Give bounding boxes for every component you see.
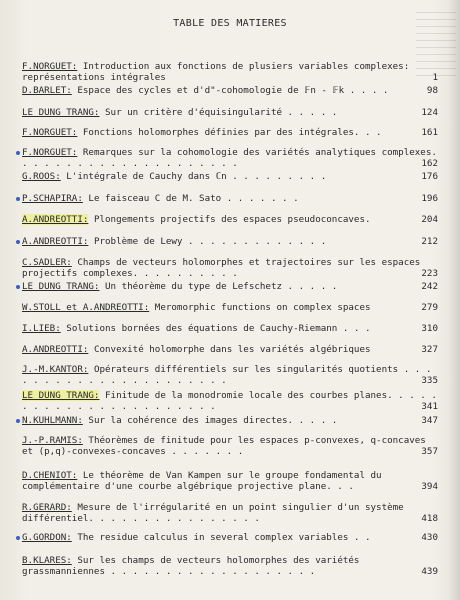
- entry-title: Fonctions holomorphes définies par des intégrales. . .: [82, 127, 382, 138]
- entry-title: Introduction aux fonctions de plusiers variables complexes: représentations intégrales: [22, 61, 410, 83]
- toc-entry: [22, 556, 438, 577]
- entry-title: L'intégrale de Cauchy dans ℂn . . . . . . . . .: [66, 171, 327, 182]
- entry-author: G.GORDON:: [22, 532, 72, 543]
- toc-entry: [22, 391, 438, 412]
- toc-entry: [22, 503, 438, 524]
- entry-page: 176: [421, 171, 438, 182]
- toc-entry: [22, 416, 438, 427]
- toc-entry: [22, 194, 438, 205]
- toc-entry: [22, 282, 438, 293]
- toc-entry: [22, 108, 438, 119]
- margin-mark: [16, 285, 20, 289]
- entry-author: F.NORGUET:: [22, 147, 78, 158]
- entry-page: 310: [421, 323, 438, 334]
- entry-title: Sur un critère d'équisingularité . . . . .: [105, 107, 338, 118]
- entry-author: A.ANDREOTTI:: [22, 344, 89, 355]
- entry-author: A.ANDREOTTI:: [22, 236, 89, 247]
- toc-entry: [22, 148, 438, 169]
- entry-title: Théorèmes de finitude pour les espaces p-convexes, q-concaves et (p,q)-convexes-concaves . . . . . . .: [22, 435, 426, 457]
- entry-title: Espace des cycles et d'd"-cohomologie de 𝔽n - 𝔽k . . . .: [77, 85, 389, 96]
- entry-page: 124: [421, 107, 438, 118]
- entry-author: F.NORGUET:: [22, 61, 78, 72]
- entry-page: 279: [421, 302, 438, 313]
- entry-author: P.SCHAPIRA:: [22, 193, 83, 204]
- entry-title: The residue calculus in several complex variables . .: [77, 532, 371, 543]
- entry-title: Champs de vecteurs holomorphes et trajectoires sur les espaces projectifs complexes. . . . . . . . . .: [22, 257, 421, 279]
- entry-author: B.KLARES:: [22, 555, 72, 566]
- entry-title: Problème de Lewy . . . . . . . . . . . . .: [93, 236, 327, 247]
- entry-title: Opérateurs différentiels sur les singularités quotients . . . . . . . . . . . . . . . . . . . . . .: [22, 364, 432, 386]
- toc-entry: [22, 172, 438, 183]
- toc-entry: [22, 215, 438, 226]
- entry-title: Remarques sur la cohomologie des variétés analytiques complexes. . . . . . . . . . . . . . . . . . . . .: [22, 147, 437, 169]
- entry-page: 347: [421, 415, 438, 426]
- entry-author-highlighted: A.ANDREOTTI:: [22, 214, 89, 225]
- entry-author: W.STOLL et A.ANDREOTTI:: [22, 302, 150, 313]
- toc-entry: [22, 365, 438, 386]
- margin-mark: [16, 419, 20, 423]
- entry-title: Finitude de la monodromie locale des courbes planes. . . . . . . . . . . . . . . . . . . . . . .: [22, 390, 437, 412]
- entry-page: 335: [421, 374, 438, 386]
- toc-entry: [22, 62, 438, 83]
- entry-title: Plongements projectifs des espaces pseudoconcaves.: [93, 214, 371, 225]
- toc-entry: [22, 86, 438, 97]
- entry-title: Le faisceau C de M. Sato . . . . . . .: [88, 193, 299, 204]
- entry-author: J.-P.RAMIS:: [22, 435, 83, 446]
- toc-entry: [22, 533, 438, 544]
- entry-title: Sur la cohérence des images directes. . . . .: [88, 415, 338, 426]
- toc-entry: [22, 303, 438, 314]
- entry-title: Le théorème de Van Kampen sur le groupe fondamental du complémentaire d'une courbe algébrique projective plane. . .: [22, 470, 382, 492]
- entry-title: Un théorème du type de Lefschetz . . . . .: [105, 281, 338, 292]
- entry-page: 341: [421, 400, 438, 412]
- entry-author: N.KUHLMANN:: [22, 415, 83, 426]
- entry-author: LE DUNG TRANG:: [22, 107, 100, 118]
- entry-page: 162: [421, 157, 438, 169]
- entry-title: Meromorphic functions on complex spaces: [154, 302, 371, 313]
- entry-page: 223: [421, 267, 438, 279]
- entry-page: 1: [432, 71, 438, 83]
- entry-page: 327: [421, 344, 438, 355]
- entry-page: 98: [426, 85, 438, 96]
- entry-author: LE DUNG TRANG:: [22, 281, 100, 292]
- entry-author-highlighted: LE DUNG TRANG:: [22, 390, 100, 401]
- entry-author: D.CHENIOT:: [22, 470, 78, 481]
- entry-title: Convexité holomorphe dans les variétés algébriques: [93, 344, 371, 355]
- entry-page: 196: [421, 193, 438, 204]
- entry-author: J.-M.KANTOR:: [22, 364, 89, 375]
- entry-page: 242: [421, 281, 438, 292]
- margin-mark: [16, 240, 20, 244]
- entry-author: R.GERARD:: [22, 502, 72, 513]
- entry-page: 439: [421, 565, 438, 577]
- entry-author: I.LIEB:: [22, 323, 61, 334]
- entry-page: 204: [421, 214, 438, 225]
- entry-page: 161: [421, 127, 438, 138]
- entry-page: 418: [421, 512, 438, 524]
- entry-title: Mesure de l'irrégularité en un point singulier d'un système différentiel. . . . . . . . . . . . . . . .: [22, 502, 404, 524]
- toc-entry: [22, 128, 438, 139]
- entry-page: 430: [421, 532, 438, 543]
- page-title: TABLE DES MATIERES: [173, 18, 287, 29]
- toc-entry: [22, 436, 438, 457]
- entry-page: 357: [421, 445, 438, 457]
- entry-author: G.ROOS:: [22, 171, 61, 182]
- entry-title: Solutions bornées des équations de Cauchy-Riemann . . .: [66, 323, 371, 334]
- margin-mark: [16, 197, 20, 201]
- entry-author: F.NORGUET:: [22, 127, 78, 138]
- entry-page: 212: [421, 236, 438, 247]
- toc-entry: [22, 258, 438, 279]
- entry-author: C.SADLER:: [22, 257, 72, 268]
- toc-entry: [22, 471, 438, 492]
- margin-mark: [16, 151, 20, 155]
- entry-author: D.BARLET:: [22, 85, 72, 96]
- entry-page: 394: [421, 480, 438, 492]
- margin-mark: [16, 536, 20, 540]
- entry-title: Sur les champs de vecteurs holomorphes des variétés grassmanniennes . . . . . . . . . . . . . . . . . . .: [22, 555, 360, 577]
- toc-entry: [22, 345, 438, 356]
- toc-entry: [22, 324, 438, 335]
- toc-entry: [22, 237, 438, 248]
